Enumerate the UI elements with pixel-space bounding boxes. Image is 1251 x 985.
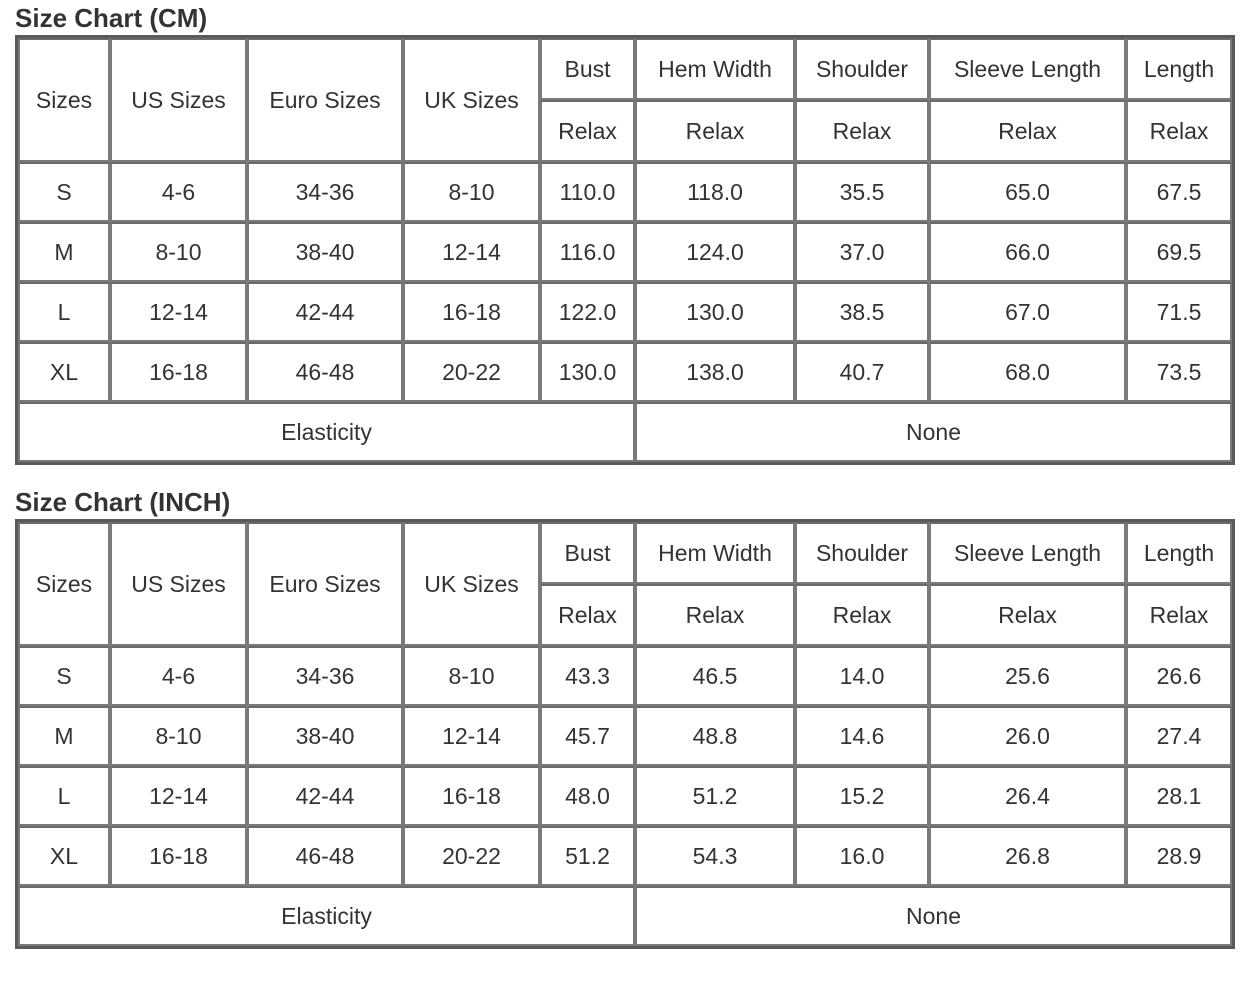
cell-euro-size: 46-48	[247, 826, 403, 886]
cell-shoulder: 14.6	[795, 706, 929, 766]
cell-hem-width: 118.0	[635, 162, 795, 222]
cell-bust: 130.0	[540, 342, 635, 402]
header-euro-sizes: Euro Sizes	[247, 522, 403, 646]
cell-bust: 116.0	[540, 222, 635, 282]
header-sleeve-length: Sleeve Length	[929, 38, 1126, 100]
header-row	[18, 522, 1232, 584]
elasticity-label: Elasticity	[18, 886, 635, 946]
header-length: Length	[1126, 38, 1232, 100]
subheader-bust: Relax	[540, 100, 635, 162]
subheader-sleeve-length: Relax	[929, 100, 1126, 162]
header-sizes: Sizes	[18, 522, 110, 646]
elasticity-row	[18, 886, 1232, 946]
subheader-sleeve-length: Relax	[929, 584, 1126, 646]
subheader-hem-width: Relax	[635, 584, 795, 646]
cell-sleeve-length: 68.0	[929, 342, 1126, 402]
cell-sleeve-length: 25.6	[929, 646, 1126, 706]
cell-bust: 45.7	[540, 706, 635, 766]
table-row	[18, 766, 1232, 826]
cell-size: L	[18, 282, 110, 342]
cell-size: S	[18, 162, 110, 222]
cell-size: M	[18, 222, 110, 282]
cell-euro-size: 38-40	[247, 222, 403, 282]
cell-uk-size: 20-22	[403, 826, 540, 886]
cell-hem-width: 46.5	[635, 646, 795, 706]
subheader-length: Relax	[1126, 584, 1232, 646]
cell-length: 67.5	[1126, 162, 1232, 222]
table-row	[18, 342, 1232, 402]
table-row	[18, 646, 1232, 706]
cell-length: 28.1	[1126, 766, 1232, 826]
cell-uk-size: 12-14	[403, 706, 540, 766]
cell-euro-size: 38-40	[247, 706, 403, 766]
table-row	[18, 222, 1232, 282]
cell-size: M	[18, 706, 110, 766]
cell-uk-size: 16-18	[403, 766, 540, 826]
header-us-sizes: US Sizes	[110, 522, 247, 646]
cell-euro-size: 46-48	[247, 342, 403, 402]
header-sizes: Sizes	[18, 38, 110, 162]
cell-length: 69.5	[1126, 222, 1232, 282]
cell-us-size: 4-6	[110, 162, 247, 222]
header-us-sizes: US Sizes	[110, 38, 247, 162]
cell-shoulder: 14.0	[795, 646, 929, 706]
header-shoulder: Shoulder	[795, 522, 929, 584]
header-uk-sizes: UK Sizes	[403, 38, 540, 162]
subheader-hem-width: Relax	[635, 100, 795, 162]
cell-us-size: 12-14	[110, 282, 247, 342]
cell-sleeve-length: 67.0	[929, 282, 1126, 342]
header-hem-width: Hem Width	[635, 38, 795, 100]
cell-uk-size: 20-22	[403, 342, 540, 402]
cell-hem-width: 130.0	[635, 282, 795, 342]
size-chart-inch-table	[15, 519, 1235, 949]
cell-shoulder: 37.0	[795, 222, 929, 282]
header-bust: Bust	[540, 522, 635, 584]
cell-euro-size: 34-36	[247, 162, 403, 222]
cell-shoulder: 15.2	[795, 766, 929, 826]
cell-euro-size: 34-36	[247, 646, 403, 706]
cell-bust: 48.0	[540, 766, 635, 826]
cell-us-size: 12-14	[110, 766, 247, 826]
cell-hem-width: 138.0	[635, 342, 795, 402]
cell-hem-width: 48.8	[635, 706, 795, 766]
cell-us-size: 16-18	[110, 342, 247, 402]
table-row	[18, 162, 1232, 222]
header-uk-sizes: UK Sizes	[403, 522, 540, 646]
header-sleeve-length: Sleeve Length	[929, 522, 1126, 584]
header-shoulder: Shoulder	[795, 38, 929, 100]
elasticity-label: Elasticity	[18, 402, 635, 462]
cell-sleeve-length: 26.4	[929, 766, 1126, 826]
header-length: Length	[1126, 522, 1232, 584]
size-chart-cm-title: Size Chart (CM)	[15, 3, 208, 33]
subheader-shoulder: Relax	[795, 584, 929, 646]
cell-euro-size: 42-44	[247, 282, 403, 342]
cell-uk-size: 8-10	[403, 162, 540, 222]
cell-length: 27.4	[1126, 706, 1232, 766]
cell-length: 28.9	[1126, 826, 1232, 886]
subheader-bust: Relax	[540, 584, 635, 646]
elasticity-row	[18, 402, 1232, 462]
size-chart-cm-table	[15, 35, 1235, 465]
subheader-length: Relax	[1126, 100, 1232, 162]
cell-sleeve-length: 26.0	[929, 706, 1126, 766]
header-euro-sizes: Euro Sizes	[247, 38, 403, 162]
cell-euro-size: 42-44	[247, 766, 403, 826]
elasticity-value: None	[635, 402, 1232, 462]
cell-shoulder: 16.0	[795, 826, 929, 886]
cell-size: S	[18, 646, 110, 706]
elasticity-value: None	[635, 886, 1232, 946]
cell-hem-width: 124.0	[635, 222, 795, 282]
cell-length: 73.5	[1126, 342, 1232, 402]
cell-hem-width: 51.2	[635, 766, 795, 826]
cell-sleeve-length: 26.8	[929, 826, 1126, 886]
cell-shoulder: 35.5	[795, 162, 929, 222]
size-chart-inch-title: Size Chart (INCH)	[15, 487, 231, 517]
cell-shoulder: 38.5	[795, 282, 929, 342]
cell-bust: 122.0	[540, 282, 635, 342]
header-hem-width: Hem Width	[635, 522, 795, 584]
cell-size: L	[18, 766, 110, 826]
cell-hem-width: 54.3	[635, 826, 795, 886]
table-row	[18, 826, 1232, 886]
cell-uk-size: 12-14	[403, 222, 540, 282]
header-bust: Bust	[540, 38, 635, 100]
cell-size: XL	[18, 826, 110, 886]
cell-bust: 43.3	[540, 646, 635, 706]
cell-shoulder: 40.7	[795, 342, 929, 402]
cell-uk-size: 8-10	[403, 646, 540, 706]
cell-bust: 51.2	[540, 826, 635, 886]
cell-bust: 110.0	[540, 162, 635, 222]
cell-us-size: 8-10	[110, 706, 247, 766]
cell-uk-size: 16-18	[403, 282, 540, 342]
cell-size: XL	[18, 342, 110, 402]
table-row	[18, 282, 1232, 342]
cell-length: 26.6	[1126, 646, 1232, 706]
cell-us-size: 16-18	[110, 826, 247, 886]
table-row	[18, 706, 1232, 766]
cell-length: 71.5	[1126, 282, 1232, 342]
cell-sleeve-length: 66.0	[929, 222, 1126, 282]
header-row	[18, 38, 1232, 100]
cell-us-size: 8-10	[110, 222, 247, 282]
cell-us-size: 4-6	[110, 646, 247, 706]
subheader-shoulder: Relax	[795, 100, 929, 162]
cell-sleeve-length: 65.0	[929, 162, 1126, 222]
